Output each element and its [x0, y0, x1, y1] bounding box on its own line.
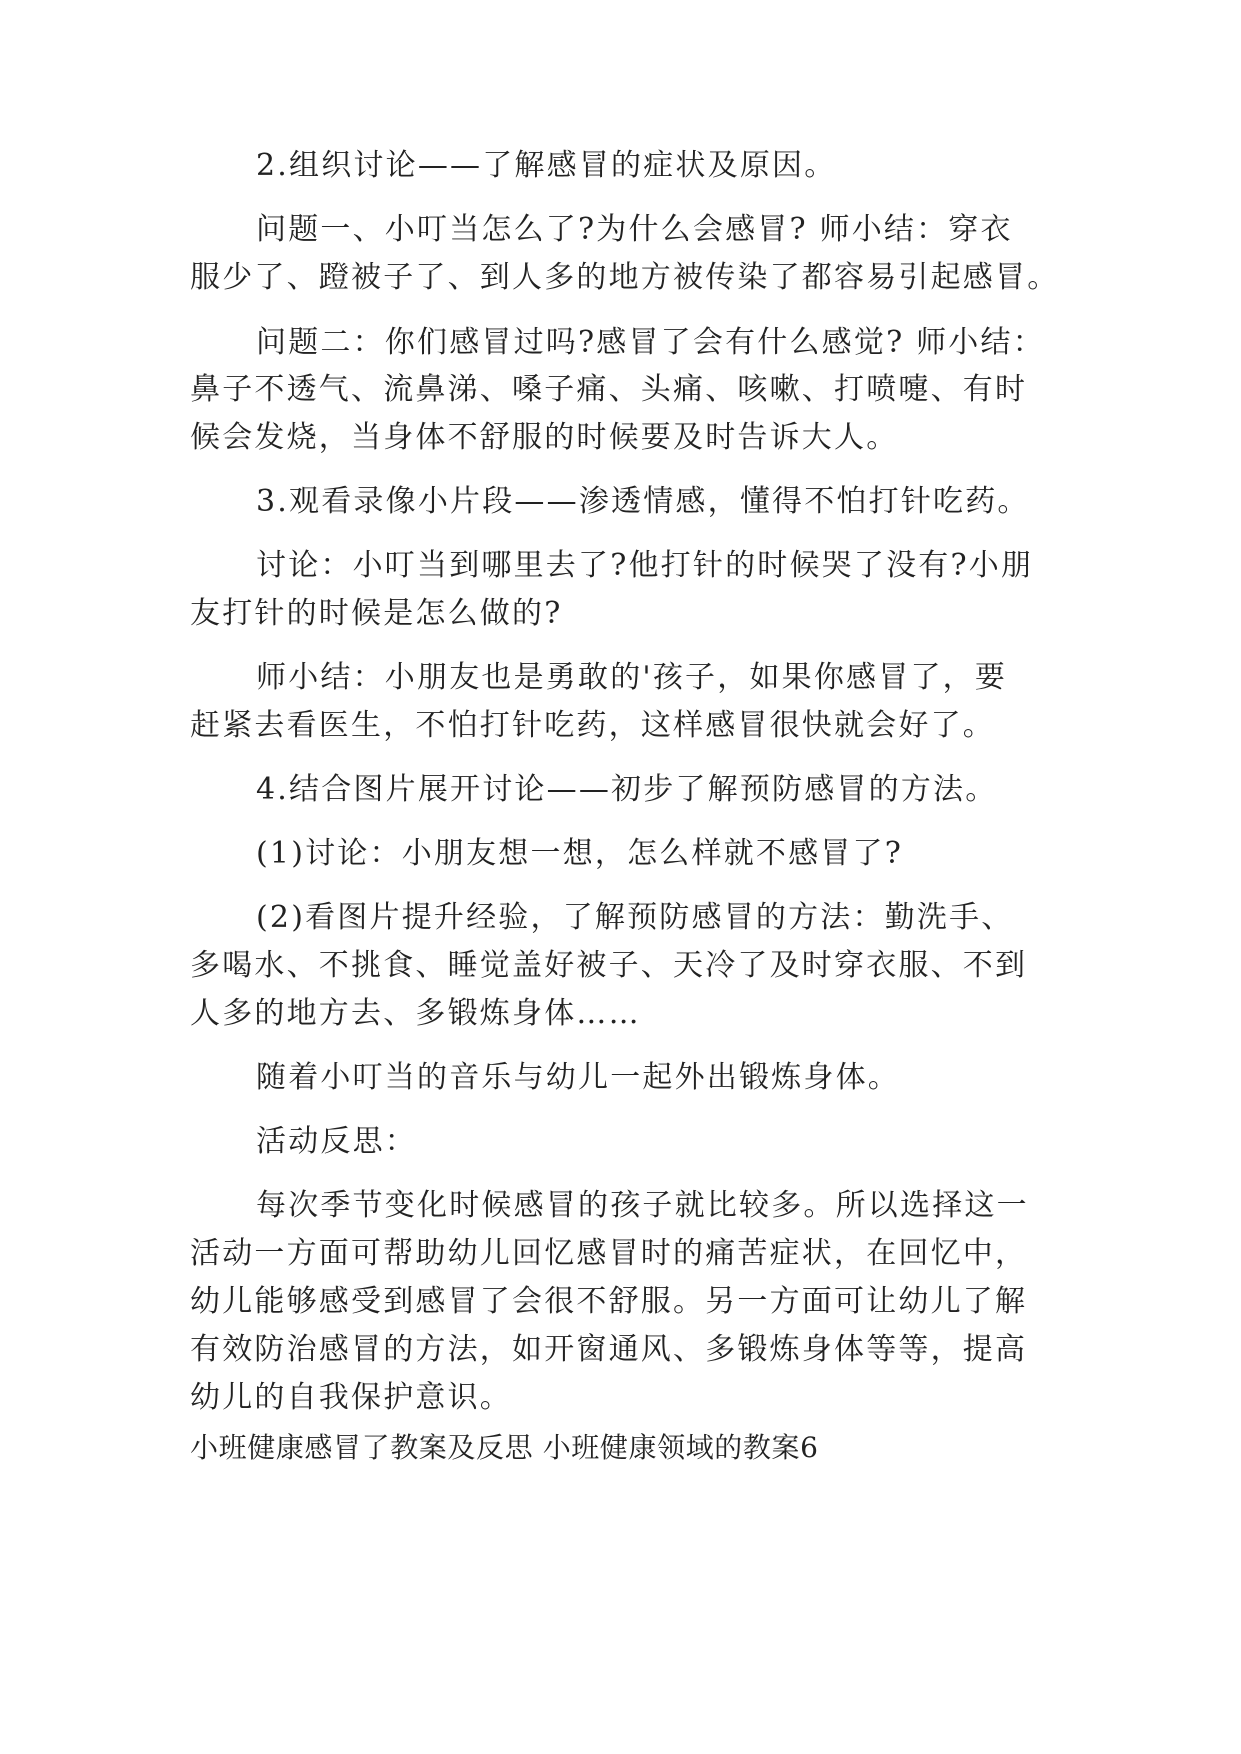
- paragraph-line: 师小结：小朋友也是勇敢的'孩子，如果你感冒了，要: [256, 660, 1008, 695]
- paragraph-line: 4.结合图片展开讨论——初步了解预防感冒的方法。: [256, 772, 998, 807]
- paragraph-line: 幼儿的自我保护意识。: [190, 1380, 512, 1415]
- paragraph-line: 候会发烧，当身体不舒服的时候要及时告诉大人。: [190, 420, 899, 455]
- paragraph-line: 赶紧去看医生，不怕打针吃药，这样感冒很快就会好了。: [190, 708, 995, 743]
- paragraph-line: 活动一方面可帮助幼儿回忆感冒时的痛苦症状，在回忆中，: [190, 1236, 1028, 1271]
- paragraph-line: 问题二：你们感冒过吗?感冒了会有什么感觉? 师小结：: [256, 325, 1045, 360]
- paragraph-line: 服少了、蹬被子了、到人多的地方被传染了都容易引起感冒。: [190, 260, 1060, 295]
- paragraph-line: 活动反思：: [256, 1124, 417, 1159]
- paragraph-line: (2)看图片提升经验，了解预防感冒的方法：勤洗手、: [256, 900, 1014, 935]
- paragraph-line: 3.观看录像小片段——渗透情感，懂得不怕打针吃药。: [256, 484, 1030, 519]
- paragraph-line: 每次季节变化时候感冒的孩子就比较多。所以选择这一: [256, 1188, 1029, 1223]
- paragraph-line: 有效防治感冒的方法，如开窗通风、多锻炼身体等等，提高: [190, 1332, 1028, 1367]
- paragraph-line: (1)讨论：小朋友想一想，怎么样就不感冒了?: [256, 836, 903, 871]
- paragraph-line: 人多的地方去、多锻炼身体……: [190, 996, 641, 1031]
- paragraph-line: 随着小叮当的音乐与幼儿一起外出锻炼身体。: [256, 1060, 900, 1095]
- paragraph-line: 讨论：小叮当到哪里去了?他打针的时候哭了没有?小朋: [256, 548, 1034, 583]
- paragraph-line: 多喝水、不挑食、睡觉盖好被子、天冷了及时穿衣服、不到: [190, 948, 1028, 983]
- paragraph-line: 鼻子不透气、流鼻涕、嗓子痛、头痛、咳嗽、打喷嚏、有时: [190, 372, 1028, 407]
- paragraph-line: 问题一、小叮当怎么了?为什么会感冒? 师小结：穿衣: [256, 212, 1013, 247]
- paragraph-line: 友打针的时候是怎么做的?: [190, 596, 563, 631]
- paragraph-line: 2.组织讨论——了解感冒的症状及原因。: [256, 148, 837, 183]
- paragraph-line: 幼儿能够感受到感冒了会很不舒服。另一方面可让幼儿了解: [190, 1284, 1028, 1319]
- section-heading: 小班健康感冒了教案及反思 小班健康领域的教案6: [190, 1431, 819, 1464]
